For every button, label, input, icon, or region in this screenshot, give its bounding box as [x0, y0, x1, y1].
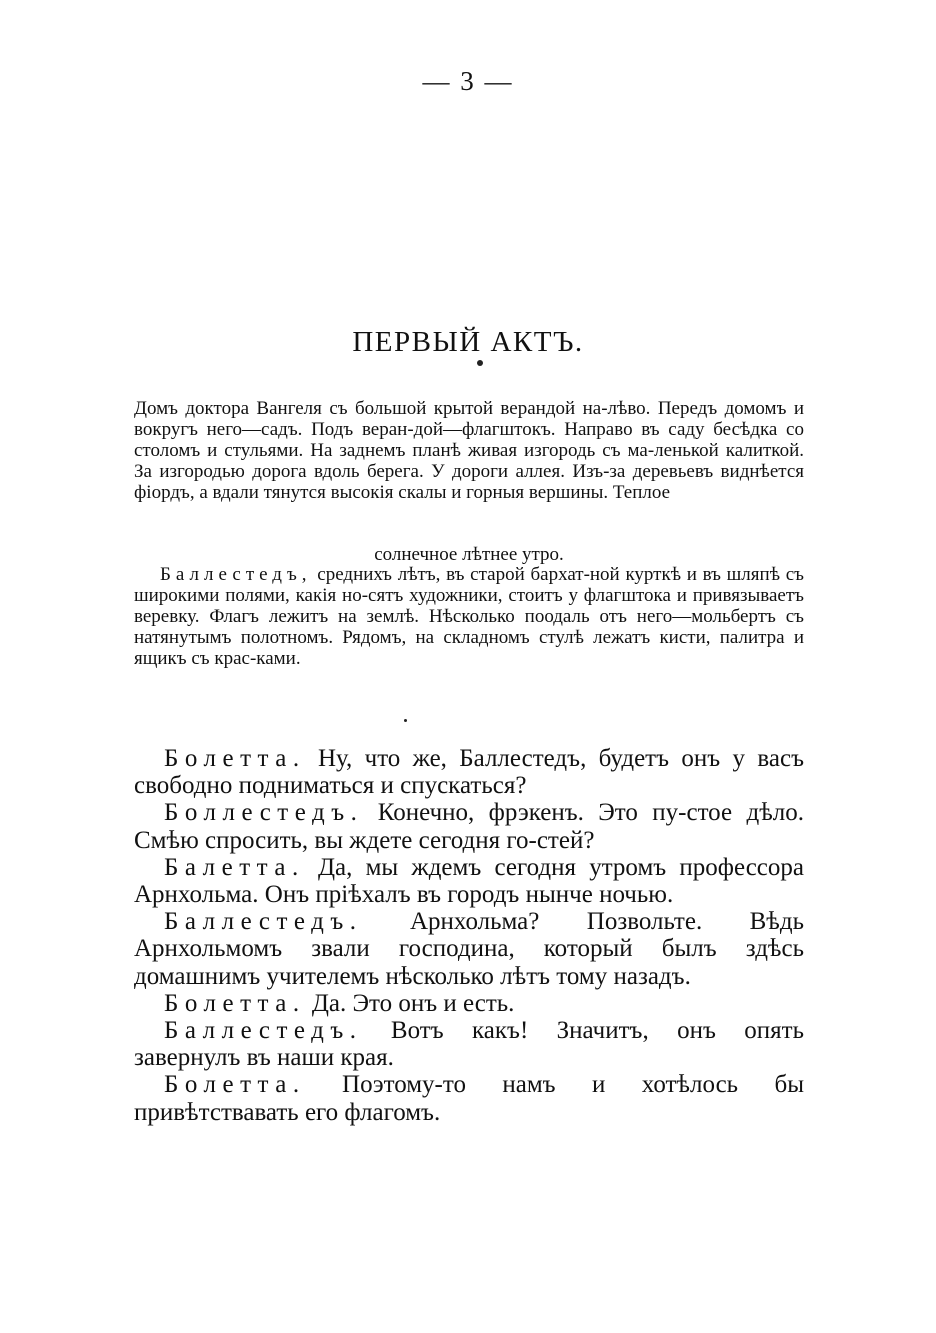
- speech-text: Поэтому-то намъ и хотѣлось бы привѣтствавать его флагомъ.: [134, 1071, 804, 1126]
- character-description: среднихъ лѣтъ, въ старой бархат-ной курткѣ и въ шляпѣ съ широкими полями, какія но-сятъ художники, стоитъ у флагштока и привязываетъ веревку. Флагъ лежитъ на землѣ. Нѣсколько поодаль отъ него—мольбертъ съ натянутымъ полотномъ. Рядомъ, на складномъ стулѣ лежатъ кисти, палитра и ящикъ съ крас-ками.: [134, 564, 804, 669]
- speaker-name: Болетта.: [164, 989, 306, 1017]
- act-title: ПЕРВЫЙ АКТЪ.: [352, 326, 584, 358]
- dialogue-line: [134, 854, 804, 908]
- ink-speck: [404, 719, 407, 722]
- stage-direction-character: [134, 564, 804, 669]
- dialogue-line: [134, 1017, 804, 1071]
- speech-text: Да, мы ждемъ сегодня утромъ профессора Арнхольма. Онъ пріѣхалъ въ городъ нынче ночью.: [134, 853, 804, 909]
- dialogue-line: [134, 908, 804, 990]
- speech-text: Вотъ какъ! Значитъ, онъ опять завернулъ въ наши края.: [134, 1017, 804, 1072]
- speaker-name: Баллестедъ.: [164, 908, 363, 936]
- speaker-name: Баллестедъ.: [164, 1017, 363, 1045]
- stage-direction-setting-end: солнечное лѣтнее утро.: [374, 544, 564, 565]
- dialogue-line: [134, 745, 804, 799]
- speaker-name: Боллестедъ.: [164, 799, 364, 827]
- speech-text: Ну, что же, Баллестедъ, будетъ онъ у васъ свободно подниматься и спускаться?: [134, 745, 804, 800]
- speaker-name: Балетта.: [164, 853, 305, 881]
- stage-direction-setting: Домъ доктора Вангеля съ большой крытой верандой на-лѣво. Передъ домомъ и вокругъ него—садъ. Подъ веран-дой—флагштокъ. Направо въ саду бесѣдка со столомъ и стульями. На заднемъ планѣ живая изгородь съ ма-ленькой калиткой. За изгородью дорога вдоль берега. У дороги аллея. Изъ-за деревьевъ виднѣется фіордъ, а вдали тянутся высокія скалы и горныя вершины. Теплое: [134, 398, 804, 503]
- character-name: Баллестедъ,: [160, 564, 312, 585]
- speech-text: Да. Это онъ и есть.: [311, 989, 515, 1017]
- speech-text: Арнхольма? Позвольте. Вѣдь Арнхольмомъ звали господина, который былъ здѣсь домашнимъ учителемъ нѣсколько лѣтъ тому назадъ.: [134, 908, 805, 990]
- dialogue: [134, 745, 804, 1126]
- speech-text: Конечно, фрэкенъ. Это пу-стое дѣло. Смѣю спросить, вы ждете сегодня го-стей?: [134, 799, 804, 854]
- speaker-name: Болетта.: [164, 1071, 306, 1099]
- ink-speck: [477, 360, 483, 366]
- speaker-name: Болетта.: [164, 745, 306, 772]
- dialogue-line: [134, 990, 804, 1017]
- dialogue-line: [134, 1071, 804, 1125]
- page-number: — 3 —: [422, 66, 514, 96]
- dialogue-line: [134, 799, 804, 853]
